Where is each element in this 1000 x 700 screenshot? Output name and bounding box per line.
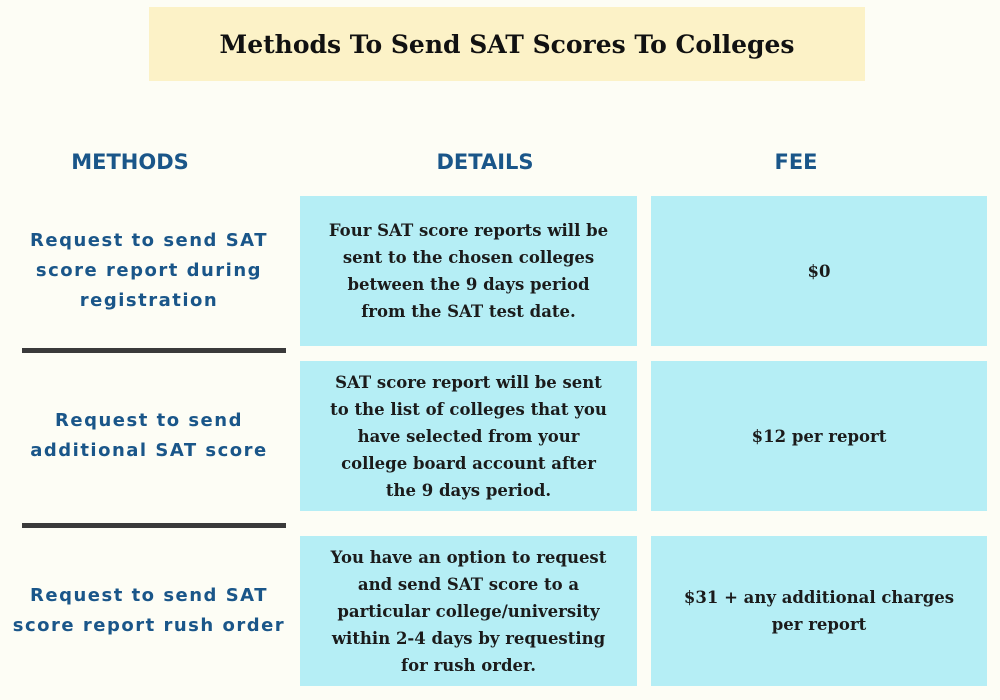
fee-cell-rush-order xyxy=(651,536,987,686)
method-registration xyxy=(0,196,298,346)
method-additional xyxy=(0,361,298,511)
header-details: DETAILS xyxy=(436,150,534,174)
header-fee: FEE xyxy=(774,150,818,174)
fee-cell-additional xyxy=(651,361,987,511)
fee-text: $0 xyxy=(807,261,831,281)
page-title: Methods To Send SAT Scores To Colleges xyxy=(219,29,795,59)
row-divider xyxy=(22,523,286,528)
details-text: You have an option to request and send SAT score to a particular college/university within 2-4 days by requesting for rush order. xyxy=(330,547,607,675)
method-label: Request to send additional SAT score xyxy=(30,410,268,461)
fee-text: $12 per report xyxy=(751,426,887,446)
method-label: Request to send SAT score report during registration xyxy=(30,230,268,311)
details-cell-additional xyxy=(300,361,637,511)
details-cell-registration xyxy=(300,196,637,346)
method-rush-order xyxy=(0,536,298,686)
row-divider xyxy=(22,348,286,353)
details-cell-rush-order xyxy=(300,536,637,686)
details-text: Four SAT score reports will be sent to the chosen colleges between the 9 days period from the SAT test date. xyxy=(328,221,609,321)
header-methods: METHODS xyxy=(71,150,189,174)
title-banner xyxy=(149,7,865,81)
details-text: SAT score report will be sent to the list of colleges that you have selected from your college board account after the 9 days period. xyxy=(330,372,607,500)
fee-cell-registration xyxy=(651,196,987,346)
fee-text: $31 + any additional charges per report xyxy=(683,588,955,634)
method-label: Request to send SAT score report rush order xyxy=(12,585,286,636)
